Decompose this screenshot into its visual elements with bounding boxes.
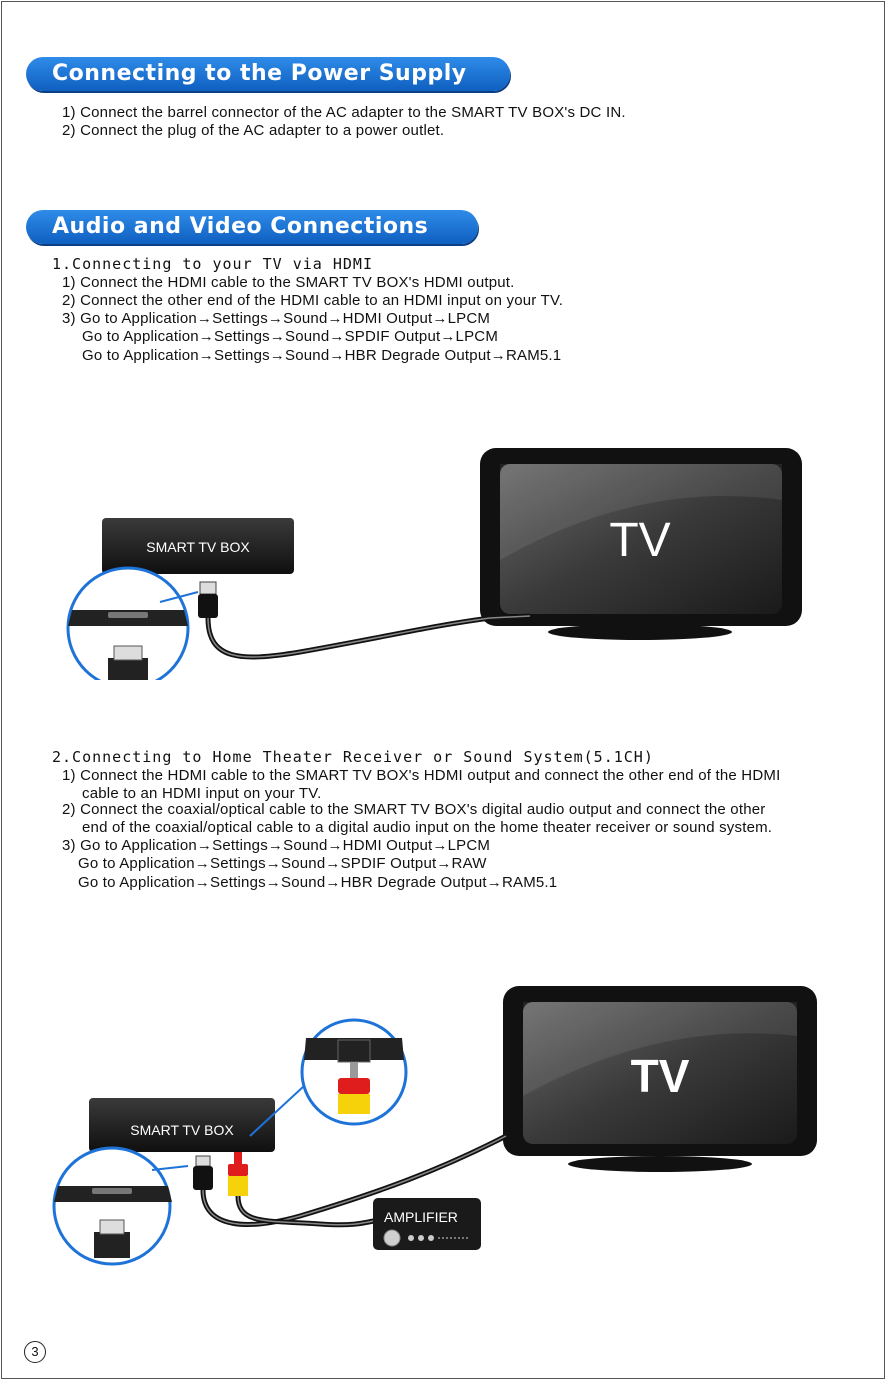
- av-section-title: Audio and Video Connections: [26, 210, 478, 244]
- hdmi-port-zoom: [68, 568, 198, 680]
- box-label-2: SMART TV BOX: [130, 1122, 234, 1138]
- amplifier-illustration: [373, 1198, 481, 1250]
- box-label: SMART TV BOX: [146, 539, 250, 555]
- theater-subheading: 2.Connecting to Home Theater Receiver or Sound System(5.1CH): [52, 748, 654, 766]
- power-step-1: 1) Connect the barrel connector of the AC adapter to the SMART TV BOX's DC IN.: [62, 104, 626, 121]
- tv-label-2: TV: [630, 1050, 690, 1102]
- theater-step-2: 2) Connect the coaxial/optical cable to the SMART TV BOX's digital audio output and connect the other: [62, 801, 766, 818]
- hdmi-step-3c: Go to Application→Settings→Sound→HBR Degrade Output→RAM5.1: [82, 347, 562, 364]
- tv-label: TV: [609, 514, 671, 567]
- theater-step-1b: cable to an HDMI input on your TV.: [82, 785, 322, 802]
- smart-tv-box-illustration: [102, 518, 294, 574]
- hdmi-step-2: 2) Connect the other end of the HDMI cable to an HDMI input on your TV.: [62, 292, 564, 309]
- hdmi-connection-diagram: [0, 440, 888, 680]
- tv-illustration-2: [503, 986, 817, 1172]
- theater-step-3b: Go to Application→Settings→Sound→SPDIF Output→RAW: [78, 855, 487, 872]
- theater-step-3c: Go to Application→Settings→Sound→HBR Degrade Output→RAM5.1: [78, 874, 558, 891]
- hdmi-step-3b: Go to Application→Settings→Sound→SPDIF Output→LPCM: [82, 328, 499, 345]
- theater-step-1: 1) Connect the HDMI cable to the SMART TV BOX's HDMI output and connect the other end of the HDMI: [62, 767, 781, 784]
- hdmi-step-3: 3) Go to Application→Settings→Sound→HDMI Output→LPCM: [62, 310, 491, 327]
- hdmi-subheading: 1.Connecting to your TV via HDMI: [52, 255, 373, 273]
- page-number: 3: [24, 1341, 46, 1363]
- power-step-2: 2) Connect the plug of the AC adapter to a power outlet.: [62, 122, 445, 139]
- theater-step-2b: end of the coaxial/optical cable to a digital audio input on the home theater receiver or sound system.: [82, 819, 773, 836]
- tv-illustration: [480, 448, 802, 640]
- smart-tv-box-illustration-2: [89, 1098, 275, 1152]
- theater-step-3: 3) Go to Application→Settings→Sound→HDMI Output→LPCM: [62, 837, 491, 854]
- amplifier-label: AMPLIFIER: [384, 1209, 458, 1225]
- power-section-title: Connecting to the Power Supply: [26, 57, 510, 91]
- hdmi-step-1: 1) Connect the HDMI cable to the SMART TV BOX's HDMI output.: [62, 274, 515, 291]
- hdmi-port-zoom-2: [54, 1148, 188, 1264]
- theater-connection-diagram: [0, 980, 888, 1270]
